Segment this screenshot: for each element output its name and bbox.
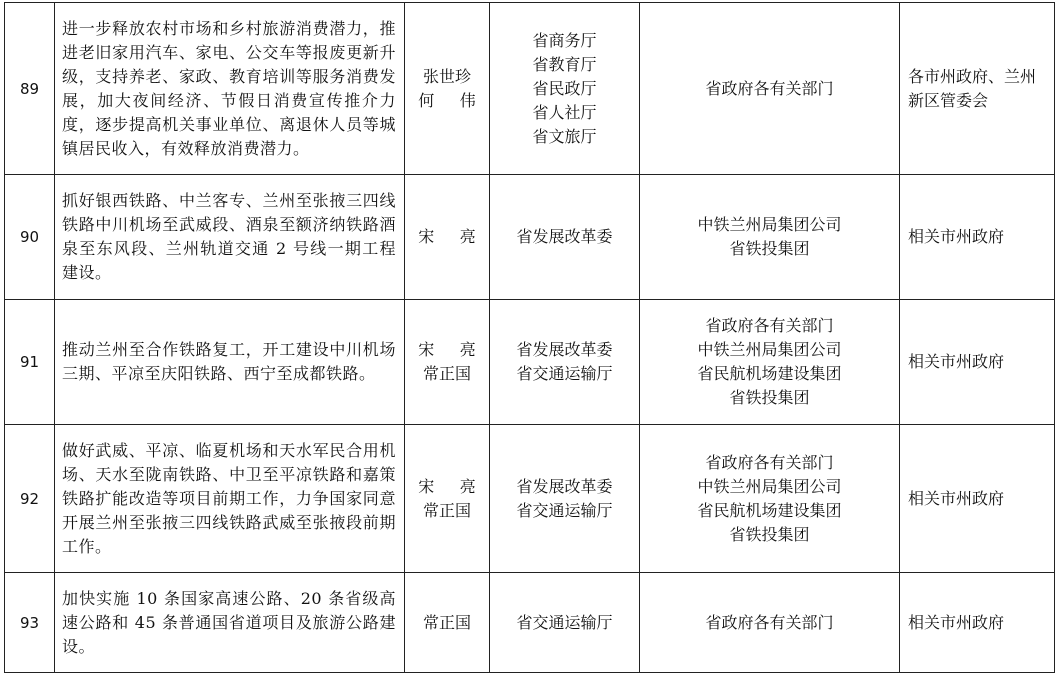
lead-department: 省交通运输厅 — [516, 500, 613, 520]
cooperating-units-cell — [640, 3, 900, 175]
leader-name: 何伟 — [418, 90, 502, 110]
lead-department: 省民政厅 — [532, 78, 597, 98]
lead-department: 省交通运输厅 — [516, 612, 613, 632]
local-government-cell: 各市州政府、兰州新区管委会 — [900, 3, 1055, 175]
leader-name: 宋亮 — [418, 476, 502, 496]
local-government-cell: 相关市州政府 — [900, 425, 1055, 573]
cooperating-unit: 中铁兰州局集团公司 — [697, 215, 842, 234]
lead-department: 省发展改革委 — [516, 476, 613, 496]
local-government-cell: 相关市州政府 — [900, 573, 1055, 673]
lead-department-cell — [490, 300, 640, 425]
task-description-cell: 加快实施 10 条国家高速公路、20 条省级高速公路和 45 条普通国省道项目及旅游公路建设。 — [55, 573, 405, 673]
leader-cell — [405, 3, 502, 175]
leader-name: 张世珍 — [422, 66, 471, 86]
leader-name: 常正国 — [422, 612, 471, 632]
task-table — [4, 2, 1055, 673]
task-description-cell: 进一步释放农村市场和乡村旅游消费潜力，推进老旧家用汽车、家电、公交车等报废更新升级，支持养老、家政、教育培训等服务消费发展，加大夜间经济、节假日消费宣传推介力度，逐步提高机关事业单位、离退休人员等城镇居民收入，有效释放消费潜力。 — [55, 3, 405, 175]
lead-department-cell — [490, 425, 640, 573]
leader-name: 常正国 — [422, 364, 471, 383]
leader-name: 宋亮 — [418, 227, 502, 246]
leader-name: 常正国 — [422, 500, 471, 520]
lead-department: 省教育厅 — [532, 54, 597, 74]
cooperating-unit: 省铁投集团 — [729, 239, 810, 258]
lead-department: 省交通运输厅 — [516, 364, 613, 383]
cooperating-unit: 中铁兰州局集团公司 — [697, 340, 842, 359]
task-description-cell: 推动兰州至合作铁路复工，开工建设中川机场三期、平凉至庆阳铁路、西宁至成都铁路。 — [55, 300, 405, 425]
cooperating-units-cell — [640, 300, 900, 425]
task-description-cell: 做好武威、平凉、临夏机场和天水军民合用机场、天水至陇南铁路、中卫至平凉铁路和嘉策铁路扩能改造等项目前期工作，力争国家同意开展兰州至张掖三四线铁路武威至张掖段前期工作。 — [55, 425, 405, 573]
cooperating-units-cell — [640, 573, 900, 673]
cooperating-unit: 省铁投集团 — [729, 524, 810, 544]
cooperating-unit: 省政府各有关部门 — [705, 612, 834, 632]
leader-cell — [405, 425, 502, 573]
row-number-cell: 90 — [5, 175, 55, 300]
leader-cell — [405, 573, 490, 673]
table-row — [5, 3, 1055, 175]
lead-department: 省人社厅 — [532, 102, 597, 122]
row-number-cell: 91 — [5, 300, 55, 425]
cooperating-unit: 省政府各有关部门 — [705, 452, 834, 472]
cooperating-unit: 省铁投集团 — [729, 388, 810, 407]
lead-department: 省文旅厅 — [532, 126, 597, 146]
task-description-cell: 抓好银西铁路、中兰客专、兰州至张掖三四线铁路中川机场至武威段、酒泉至额济纳铁路酒泉至东风段、兰州轨道交通 2 号线一期工程建设。 — [55, 175, 405, 300]
cooperating-unit: 省政府各有关部门 — [705, 316, 834, 335]
cooperating-unit: 省民航机场建设集团 — [697, 364, 842, 383]
lead-department-cell — [490, 573, 640, 673]
table-row — [5, 300, 1055, 425]
local-government-cell: 相关市州政府 — [900, 300, 1055, 425]
row-number-cell: 92 — [5, 425, 55, 573]
table-row — [5, 425, 1055, 573]
cooperating-unit: 省政府各有关部门 — [705, 78, 834, 98]
leader-cell — [405, 175, 502, 300]
lead-department: 省发展改革委 — [516, 340, 613, 359]
cooperating-units-cell — [640, 175, 900, 300]
leader-cell — [405, 300, 502, 425]
leader-name: 宋亮 — [418, 340, 502, 359]
table-row — [5, 573, 1055, 673]
lead-department-cell — [490, 3, 640, 175]
cooperating-units-cell — [640, 425, 900, 573]
lead-department-cell — [490, 175, 640, 300]
lead-department: 省商务厅 — [532, 30, 597, 50]
cooperating-unit: 省民航机场建设集团 — [697, 500, 842, 520]
local-government-cell: 相关市州政府 — [900, 175, 1055, 300]
table-row — [5, 175, 1055, 300]
lead-department: 省发展改革委 — [516, 227, 613, 246]
row-number-cell: 89 — [5, 3, 55, 175]
row-number-cell: 93 — [5, 573, 55, 673]
cooperating-unit: 中铁兰州局集团公司 — [697, 476, 842, 496]
